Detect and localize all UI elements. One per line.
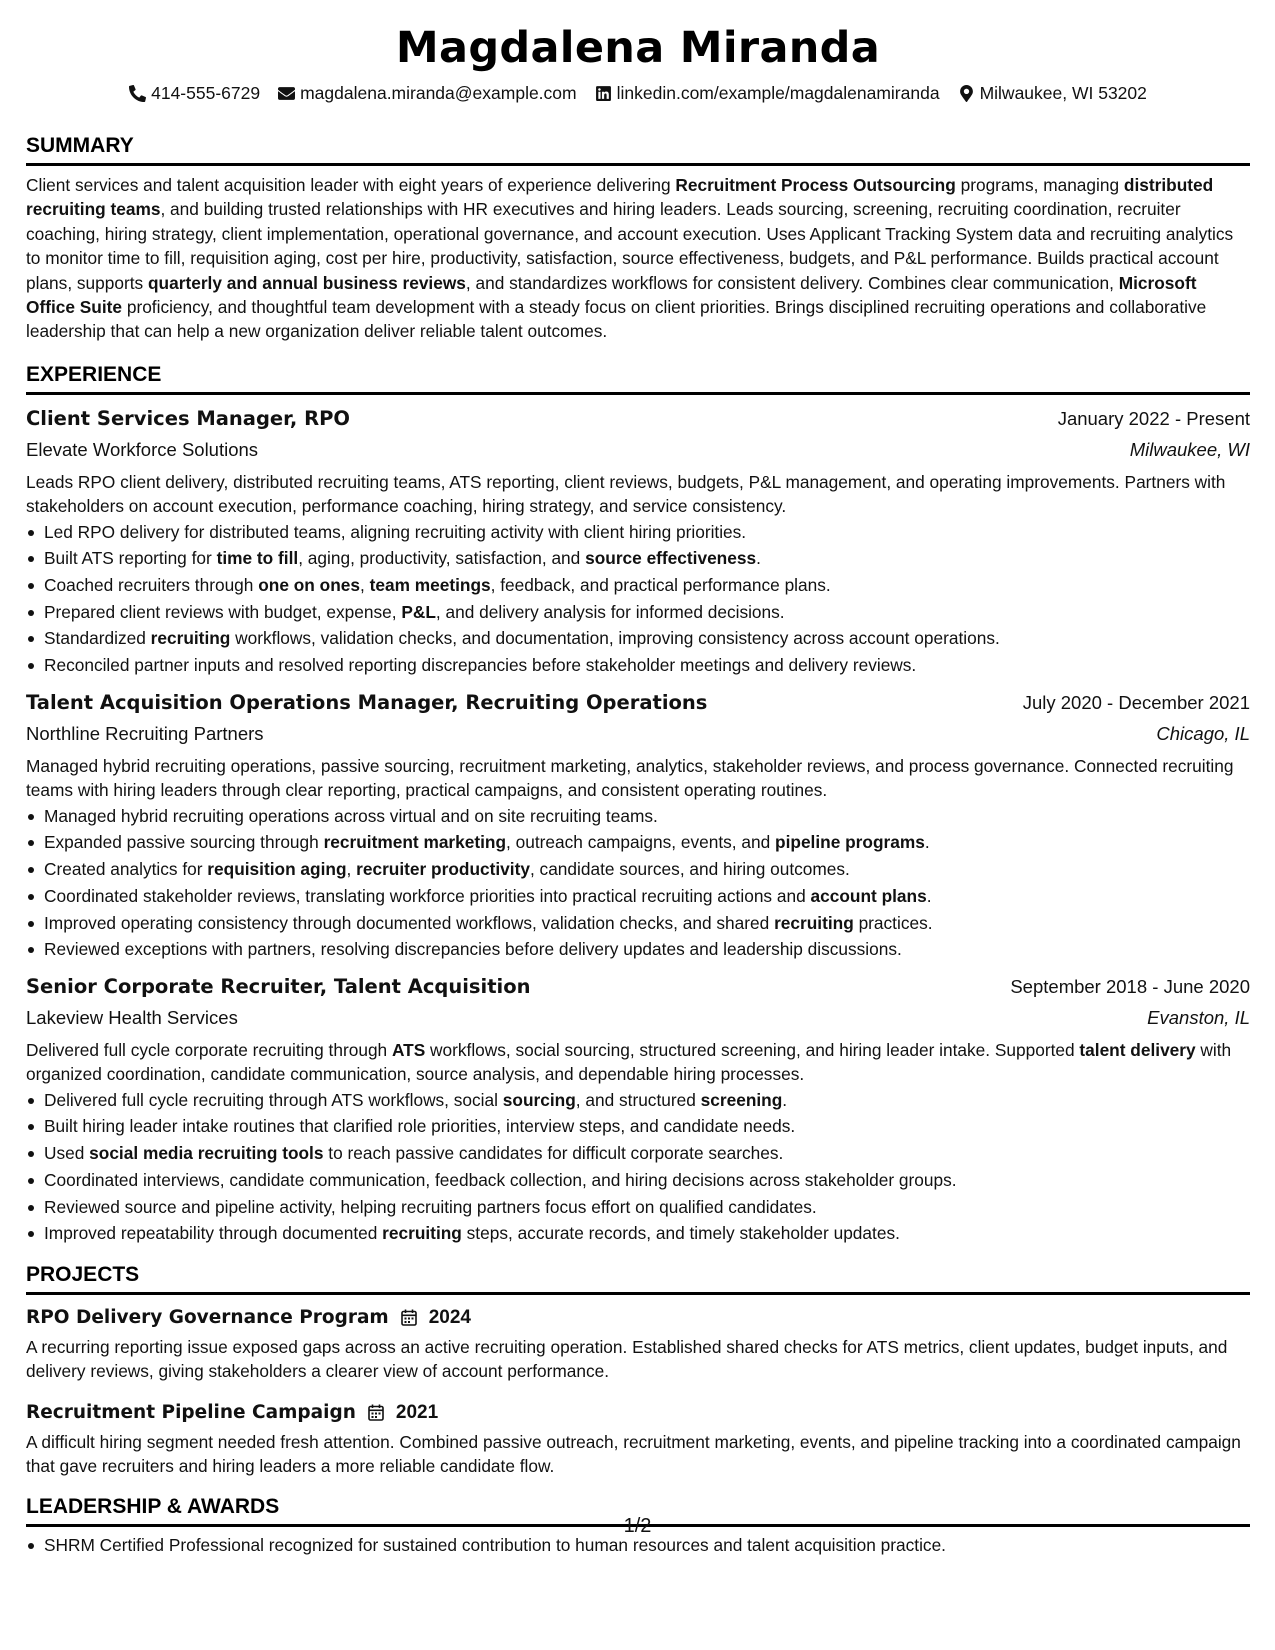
bold-text: requisition aging — [207, 859, 347, 880]
page-number: 1/2 — [623, 1515, 652, 1537]
text-segment: Standardized — [44, 628, 151, 649]
summary-text — [26, 173, 1250, 344]
text-segment: programs, managing — [955, 175, 1124, 195]
project-header — [26, 1303, 1250, 1333]
text-segment: practices. — [853, 912, 933, 933]
text-segment: . — [924, 832, 930, 853]
text-segment: Reviewed exceptions with partners, resolving discrepancies before delivery updates and leadership discussions. — [44, 939, 902, 960]
experience-heading: EXPERIENCE — [26, 361, 1250, 395]
job-bullets — [26, 519, 1250, 679]
resume-page — [26, 0, 1250, 1558]
company-name: Lakeview Health Services — [26, 1006, 238, 1028]
bullet-item — [44, 803, 1250, 830]
job-title: Talent Acquisition Operations Manager, Recruiting Operations — [26, 690, 708, 714]
job-description — [26, 470, 1250, 519]
text-segment: . — [926, 885, 932, 906]
bullet-item — [44, 1140, 1250, 1167]
text-segment: Leads RPO client delivery, distributed recruiting teams, ATS reporting, client reviews, budgets, P&L management, and operating improvements. Partners with stakeholders on account execution, performance coaching, hiring strategy, and service consistency. — [26, 471, 1226, 517]
bullet-item — [44, 652, 1250, 679]
text-segment: . — [782, 1089, 788, 1110]
text-segment: workflows, social sourcing, structured screening, and hiring leader intake. Supported — [425, 1039, 1080, 1060]
job-entry — [26, 403, 1250, 679]
job-location: Milwaukee, WI — [1129, 438, 1250, 460]
job-header-row — [26, 403, 1250, 434]
bullet-item — [44, 883, 1250, 910]
bullet-item — [44, 1113, 1250, 1140]
bold-text: source effectiveness — [585, 548, 757, 569]
award-item: SHRM Certified Professional recognized for sustained contribution to human resources and talent acquisition practice. — [44, 1532, 1250, 1559]
text-segment: Led RPO delivery for distributed teams, aligning recruiting activity with client hiring priorities. — [44, 521, 747, 542]
bold-text: pipeline programs — [775, 832, 925, 853]
linkedin-icon — [595, 85, 612, 102]
job-bullets — [26, 803, 1250, 963]
contact-linkedin[interactable] — [595, 80, 940, 106]
company-name: Northline Recruiting Partners — [26, 722, 264, 744]
linkedin-text: linkedin.com/example/magdalenamiranda — [616, 83, 940, 103]
experience-list — [26, 403, 1250, 1247]
text-segment: to reach passive candidates for difficult corporate searches. — [323, 1143, 784, 1164]
job-description — [26, 754, 1250, 803]
project-entry — [26, 1303, 1250, 1384]
bullet-item — [44, 545, 1250, 572]
bold-text: recruiting — [150, 628, 231, 649]
map-marker-icon — [958, 85, 975, 102]
text-segment: proficiency, and thoughtful team development with a steady focus on client priorities. Brings disciplined recruiting operations and collaborative leadership that can help a new organization deliver reliable talent outcomes. — [26, 297, 1207, 342]
text-segment: Used — [44, 1143, 90, 1164]
bullet-item — [44, 1087, 1250, 1114]
bold-text: Recruitment Process Outsourcing — [675, 175, 956, 195]
bold-text: ATS — [391, 1039, 426, 1060]
calendar-icon — [401, 1309, 417, 1326]
bullet-item — [44, 910, 1250, 937]
text-segment: Coordinated stakeholder reviews, translating workforce priorities into practical recruiting actions and — [44, 885, 811, 906]
bold-text: sourcing — [502, 1089, 576, 1110]
bold-text: one on ones — [258, 575, 360, 596]
calendar-icon — [368, 1404, 384, 1421]
text-segment: , outreach campaigns, events, and — [506, 832, 776, 853]
job-title: Client Services Manager, RPO — [26, 406, 350, 430]
bold-text: social media recruiting tools — [89, 1143, 324, 1164]
bold-text: recruiting — [774, 912, 854, 933]
location-text: Milwaukee, WI 53202 — [979, 83, 1147, 103]
job-entry — [26, 971, 1250, 1247]
job-dates: July 2020 - December 2021 — [1022, 691, 1250, 713]
bold-text: team meetings — [369, 575, 491, 596]
envelope-icon — [278, 85, 295, 102]
text-segment: Coached recruiters through — [44, 575, 259, 596]
text-segment: Coordinated interviews, candidate communication, feedback collection, and hiring decisions across stakeholder groups. — [44, 1169, 957, 1190]
text-segment: Improved repeatability through documented — [44, 1223, 383, 1244]
bold-text: talent delivery — [1079, 1039, 1196, 1060]
project-title: Recruitment Pipeline Campaign — [26, 1401, 356, 1423]
project-header — [26, 1398, 1250, 1428]
job-company-row — [26, 434, 1250, 465]
contact-bar — [26, 80, 1250, 106]
project-year: 2024 — [428, 1306, 471, 1328]
text-segment: . — [756, 548, 761, 569]
text-segment: , and building trusted relationships with HR executives and hiring leaders. Leads sourcing, screening, recruiting coordination, recruiter coaching, hiring strategy, client implementation, operational governance, and account execution. Uses Applicant Tracking System data and recruiting analytics to monitor time to fill, requisition aging, cost per hire, productivity, satisfaction, source effectiveness, budgets, and P&L performance. Builds practical account plans, supports — [26, 199, 1234, 293]
bold-text: time to fill — [216, 548, 299, 569]
bullet-item — [44, 1220, 1250, 1247]
job-bullets — [26, 1087, 1250, 1247]
project-year: 2021 — [395, 1401, 439, 1423]
contact-location — [958, 80, 1147, 106]
text-segment: Reconciled partner inputs and resolved reporting discrepancies before stakeholder meetings and delivery reviews. — [44, 655, 917, 676]
text-segment: , aging, productivity, satisfaction, and — [298, 548, 586, 569]
text-segment: Delivered full cycle recruiting through ATS workflows, social — [44, 1089, 503, 1110]
text-segment: , and delivery analysis for informed decisions. — [435, 601, 785, 622]
bullet-item — [44, 519, 1250, 546]
bold-text: Microsoft Office Suite — [26, 272, 1197, 318]
text-segment: , and standardizes workflows for consistent delivery. Combines clear communication, — [465, 272, 1119, 293]
bullet-item — [44, 936, 1250, 963]
bullet-item — [44, 599, 1250, 626]
bullet-item — [44, 572, 1250, 599]
text-segment: Created analytics for — [44, 859, 208, 880]
job-location: Chicago, IL — [1156, 722, 1250, 744]
bullet-item — [44, 1167, 1250, 1194]
bold-text: recruitment marketing — [323, 832, 507, 853]
text-segment: steps, accurate records, and timely stakeholder updates. — [461, 1223, 900, 1244]
summary-heading: SUMMARY — [26, 132, 1250, 166]
job-dates: January 2022 - Present — [1057, 407, 1250, 429]
job-dates: September 2018 - June 2020 — [1010, 975, 1250, 997]
text-segment: Improved operating consistency through documented workflows, validation checks, and shared — [44, 912, 775, 933]
text-segment: Managed hybrid recruiting operations across virtual and on site recruiting teams. — [44, 805, 658, 826]
bold-text: screening — [700, 1089, 783, 1110]
project-entry — [26, 1398, 1250, 1479]
text-segment: , — [360, 575, 370, 596]
contact-phone — [129, 80, 260, 106]
text-segment: , — [346, 859, 357, 880]
job-header-row — [26, 971, 1250, 1002]
projects-heading: PROJECTS — [26, 1261, 1250, 1295]
bold-text: account plans — [810, 885, 927, 906]
bold-text: distributed recruiting teams — [26, 175, 1214, 220]
job-entry — [26, 687, 1250, 963]
text-segment: with organized coordination, candidate communication, source analysis, and dependable hiring processes. — [26, 1039, 1232, 1085]
phone-text: 414-555-6729 — [151, 83, 261, 103]
bold-text: recruiting — [382, 1223, 462, 1244]
job-company-row — [26, 1002, 1250, 1033]
leadership-heading: LEADERSHIP & AWARDS — [26, 1493, 1250, 1527]
text-segment: , and structured — [575, 1089, 701, 1110]
bullet-item — [44, 829, 1250, 856]
project-description: A difficult hiring segment needed fresh attention. Combined passive outreach, recruitment marketing, events, and pipeline tracking into a coordinated campaign that gave recruiters and hiring leaders a more reliable candidate flow. — [26, 1431, 1241, 1477]
job-location: Evanston, IL — [1147, 1006, 1250, 1028]
candidate-name: Magdalena Miranda — [395, 23, 881, 73]
project-title: RPO Delivery Governance Program — [26, 1306, 389, 1328]
bullet-item — [44, 625, 1250, 652]
text-segment: , candidate sources, and hiring outcomes. — [529, 859, 850, 880]
phone-icon — [129, 85, 146, 102]
text-segment: Built hiring leader intake routines that clarified role priorities, interview steps, and candidate needs. — [44, 1116, 796, 1137]
contact-email[interactable] — [278, 80, 577, 106]
projects-list — [26, 1303, 1250, 1479]
text-segment: Reviewed source and pipeline activity, helping recruiting partners focus effort on qualified candidates. — [44, 1196, 817, 1217]
text-segment: Client services and talent acquisition leader with eight years of experience delivering — [26, 175, 676, 195]
text-segment: Built ATS reporting for — [44, 548, 217, 569]
text-segment: , feedback, and practical performance plans. — [490, 575, 831, 596]
bullet-item — [44, 1194, 1250, 1221]
text-segment: Delivered full cycle corporate recruiting through — [26, 1039, 392, 1060]
job-company-row — [26, 718, 1250, 749]
text-segment: Prepared client reviews with budget, expense, — [44, 601, 402, 622]
bullet-item — [44, 856, 1250, 883]
bold-text: quarterly and annual business reviews — [148, 272, 466, 293]
text-segment: workflows, validation checks, and documentation, improving consistency across account operations. — [230, 628, 1000, 649]
email-text: magdalena.miranda@example.com — [300, 83, 577, 103]
bold-text: recruiter productivity — [356, 859, 530, 880]
job-description — [26, 1038, 1250, 1087]
job-title: Senior Corporate Recruiter, Talent Acquisition — [26, 974, 531, 998]
text-segment: Expanded passive sourcing through — [44, 832, 324, 853]
project-description: A recurring reporting issue exposed gaps across an active recruiting operation. Established shared checks for ATS metrics, client updates, budget inputs, and delivery reviews, giving stakeholders a clearer view of account performance. — [26, 1336, 1228, 1382]
text-segment: Managed hybrid recruiting operations, passive sourcing, recruitment marketing, analytics, stakeholder reviews, and process governance. Connected recruiting teams with hiring leaders through clear reporting, practical campaigns, and consistent operating routines. — [26, 755, 1234, 801]
bold-text: P&L — [401, 601, 436, 622]
job-header-row — [26, 687, 1250, 718]
company-name: Elevate Workforce Solutions — [26, 438, 259, 460]
